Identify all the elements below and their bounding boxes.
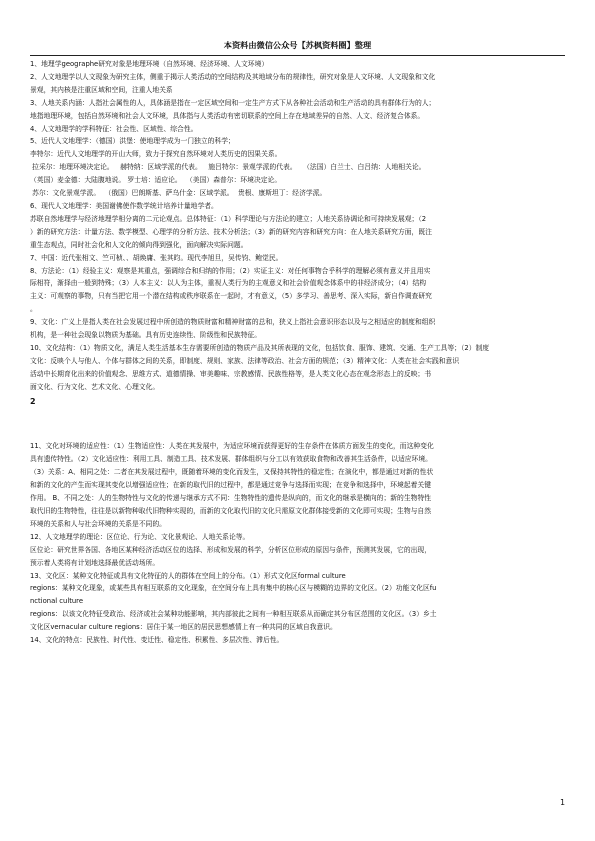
text-line: 李特尔：近代人文地理学的开山大师，致力于探究自然环境对人类历史的因果关系。 xyxy=(30,150,282,159)
text-line: 。 xyxy=(30,305,37,314)
section-one xyxy=(30,58,570,394)
text-line: 地指地理环境，包括自然环境和社会人文环境，具体指与人类活动有密切联系的空间上存在地域差异的自然、人文、经济复合体系。 xyxy=(30,111,425,120)
text-line: 7、中国：近代张相文、竺可桢、、胡焕庸、张其昀。现代李旭旦，吴传钧、鲍觉民。 xyxy=(30,253,283,262)
text-line: 8、方法论：（1）经验主义：观察是其重点，强调综合和归纳的作用；（2）实证主义：对任何事物合乎科学的理解必须有意义并且用实 xyxy=(30,266,431,275)
text-line: 预示着人类将有计划地选择最优活动场所。 xyxy=(30,558,160,567)
text-line: 具有遗传特性。（2）文化适应性：利用工具、制造工具、技术发展、群体组织与分工以有效获取食物和改善其生活条件，以适应环境。 xyxy=(30,455,432,464)
text-line: nctional culture xyxy=(30,597,84,606)
text-line: regions：以该文化特征受政治、经济或社会某种功能影响，其内部彼此之间有一种相互联系从而确定其分布区范围的文化区。（3）乡土 xyxy=(30,610,437,619)
text-line: 文化：反映个人与他人、个体与群体之间的关系，即制度、规则、家族、法律等政治、社会方面的规范；（3）精神文化：人类在社会实践和意识 xyxy=(30,356,460,365)
text-line: 苏尔：文化景观学派。 （俄国）巴朗斯基、萨乌什金：区域学派。 贵根、康斯坦丁：经济学派。 xyxy=(30,189,327,198)
text-line: 面文化、行为文化、艺术文化、心理文化。 xyxy=(30,382,160,391)
text-line: 机构，是一种社会现象以物质为基础。具有历史连续性、阶级性和民族特征。 xyxy=(30,331,262,340)
text-line: 取代旧的生物特性，往往是以新物种取代旧物种实现的，而新的文化取代旧的文化只需原文化群体接受新的文化即可实现；生物与自然 xyxy=(30,507,432,515)
text-line: 6、现代人文地理学：美国谢佛使作数学统计培养计量地学者。 xyxy=(30,201,218,210)
text-line: 和新的文化的产生而实现其变化以增强适应性；在新的取代旧的过程中，都是通过竞争与选择而实现；在竞争和选择中，环境起着关键 xyxy=(30,481,432,490)
text-line: 环境的关系和人与社会环境的关系是不同的。 xyxy=(30,519,166,528)
text-line: 11、文化对环境的适应性：（1）生物适应性：人类在其发展中，为适应环境而获得更好的生存条件在体质方面发生的变化，而这种变化 xyxy=(30,442,434,451)
text-line: 文化区vernacular culture regions：居住于某一地区的居民思想感情上有一种共同的区域自我意识。 xyxy=(30,623,337,632)
page-header-title: 本资料由微信公众号【苏枫资料圈】整理 xyxy=(223,40,372,50)
page-gap xyxy=(30,408,570,440)
text-line: 重生态观点，同时社会化和人文化的倾向得到强化，面向解决实际问题。 xyxy=(30,240,248,249)
text-line: 景观，其内核是注重区域和空间，注重人地关系 xyxy=(30,85,173,94)
page-footer-number: 1 xyxy=(560,798,566,807)
text-line: 活动中长期育化出来的价值观念、思维方式、道德情操、审美趣味、宗教感情、民族性格等，是人类文化心态在观念形态上的反映；书 xyxy=(30,369,432,378)
header-rule xyxy=(30,55,565,56)
text-line: 1、地理学geographe研究对象是地理环境（自然环境、经济环境、人文环境） xyxy=(30,60,269,68)
text-line: ）新的研究方法：计量方法、数学模型、心理学的分析方法、技术分析法；（3）新的研究内容和研究方向：在人地关系研究方面，既注 xyxy=(30,227,432,236)
text-line: （3）关系：A、相同之处：二者在其发展过程中，既随着环境的变化而发生，又保持其特性的稳定性；在演化中，都是通过对新的性状 xyxy=(30,468,434,477)
text-line: 4、人文地理学的学科特征：社会性、区域性、综合性。 xyxy=(30,124,198,133)
section-two xyxy=(30,440,570,647)
text-line: 9、文化：广义上是指人类在社会发展过程中所创造的物质财富和精神财富的总和，狭义上指社会意识形态以及与之相适应的制度和组织 xyxy=(30,318,436,327)
page-number-marker: 2 xyxy=(30,396,36,406)
text-line: 际相符，渐择由一般到特殊；（3）人本主义：以人为主体，重视人类行为的主观意义和社会价值观念体系中的非经济成分；（4）结构 xyxy=(30,279,427,288)
text-line: 5、近代人文地理学：（德国）洪堡：使地理学成为一门独立的科学； xyxy=(30,137,235,146)
text-line: 12、人文地理学的理论：区位论、行为论、文化景观论、人地关系论等。 xyxy=(30,532,250,541)
text-line: 3、人地关系内涵：人指社会属性的人，具体涵是指在一定区域空间和一定生产方式下从各种社会活动和生产活动的具有群体行为的人； xyxy=(30,98,436,107)
text-line: （英国）麦金德：大陆腹地说。 罗士培：适应论。 （美国）森普尔：环境决定论。 xyxy=(30,176,282,185)
text-line: 区位论：研究世界各国、各地区某种经济活动区位的选择、形成和发展的科学，分析区位形成的原因与条件，预测其发展，它的出现， xyxy=(30,545,432,554)
text-line: 主义：可观察的事物，只有当把它用一个潜在结构或秩序联系在一起时，才有意义，（5）多学习、善思考、深入实际，新自作调查研究 xyxy=(30,292,432,301)
text-line: 10、文化结构：（1）物质文化，满足人类生活基本生存需要所创造的物质产品及其所表现的文化，包括饮食、服饰、建筑、交通、生产工具等；（2）制度 xyxy=(30,343,490,352)
text-line: 2、人文地理学以人文现象为研究主体，侧重于揭示人类活动的空间结构及其地域分布的规律性，研究对象是人文环境、人文现象和文化 xyxy=(30,72,436,81)
text-line: 13、文化区：某种文化特征或具有文化特征的人的群体在空间上的分布。（1）形式文化区formal culture xyxy=(30,571,346,580)
text-line: 14、文化的特点：民族性、时代性、变迁性、稳定性、积累性、多层次性、滞后性。 xyxy=(30,636,284,645)
text-line: 作用。 B、不同之处：人的生物特性与文化的传递与继承方式不同：生物特性的遗传是纵向的，而文化的继承是横向的；新的生物特性 xyxy=(30,494,432,503)
document-body xyxy=(30,58,570,647)
text-line: 苏联自然地理学与经济地理学相分离的二元论观点。总体特征：（1）科学理论与方法论的建立；人地关系协调论和可持续发展观；（2 xyxy=(30,214,427,223)
text-line: 拉采尔：地理环境决定论。 赫特纳：区域学派的代表。 施吕特尔：景观学派的代表。 （法国）白兰士、白吕纳：人地相关论。 xyxy=(30,163,426,172)
text-line: regions：某种文化现象，或某些具有相互联系的文化现象，在空间分布上具有集中的核心区与模糊的边界的文化区。（2）功能文化区fu xyxy=(30,584,437,593)
